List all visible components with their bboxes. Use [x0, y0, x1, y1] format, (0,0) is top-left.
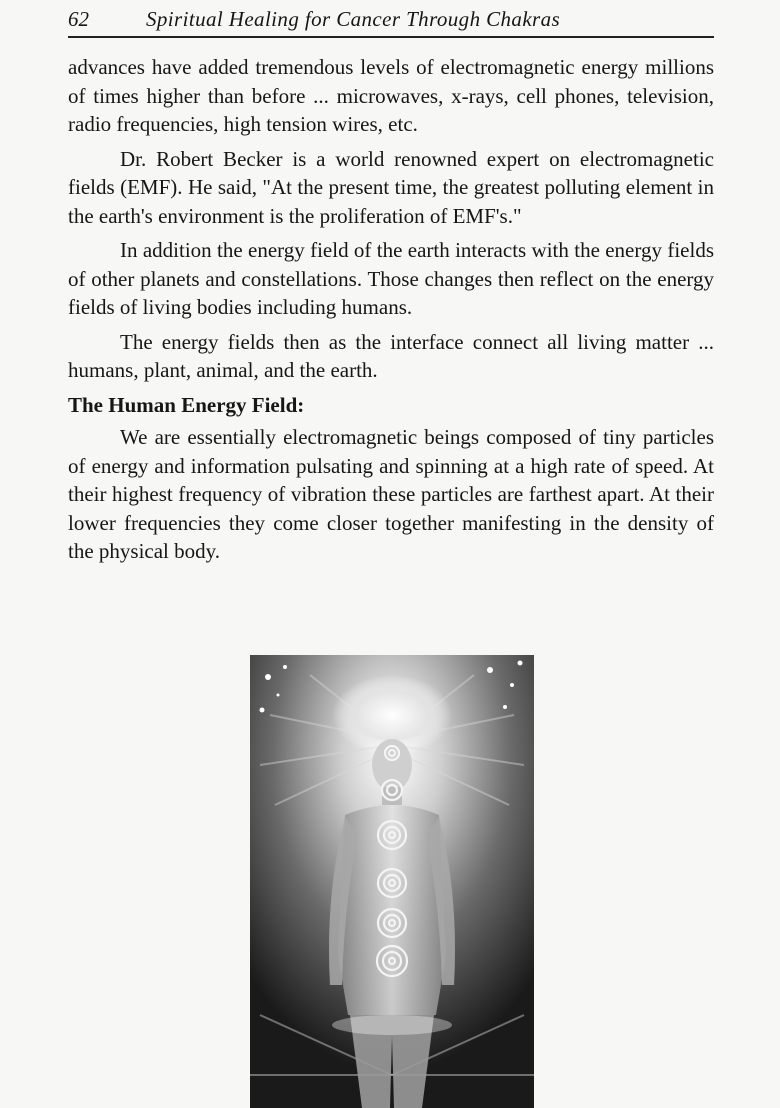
- paragraph-continued: advances have added tremendous levels of electromagnetic energy millions of times higher than before ... microwaves, x-rays, cell phones, television, radio frequencies, high tension wires, etc.: [68, 55, 714, 136]
- running-header: [68, 4, 714, 38]
- page-number: 62: [68, 7, 89, 31]
- section-paragraph: We are essentially electromagnetic beings composed of tiny particles of energy and information pulsating and spinning at a high rate of speed. At their highest frequency of vibration these particles are farthest apart. At their lower frequencies they come closer together manifesting in the density of the physical body.: [68, 425, 714, 563]
- base-glow: [332, 1015, 452, 1035]
- paragraph-interface: The energy fields then as the interface connect all living matter ... humans, plant, animal, and the earth.: [68, 329, 714, 382]
- chakra-energy-body-illustration: [250, 655, 534, 1108]
- paragraph-planets: In addition the energy field of the earth interacts with the energy fields of other planets and constellations. Those changes then reflect on the energy fields of living bodies including humans.: [68, 238, 714, 319]
- running-title: Spiritual Healing for Cancer Through Chakras: [146, 7, 561, 31]
- section-heading: The Human Energy Field:: [68, 392, 305, 417]
- page-body: [68, 53, 714, 566]
- paragraph-becker: Dr. Robert Becker is a world renowned expert on electromagnetic fields (EMF). He said, "At the present time, the greatest polluting element in the earth's environment is the proliferation of EMF's.": [68, 146, 714, 228]
- chakra-figure-svg: [250, 655, 534, 1108]
